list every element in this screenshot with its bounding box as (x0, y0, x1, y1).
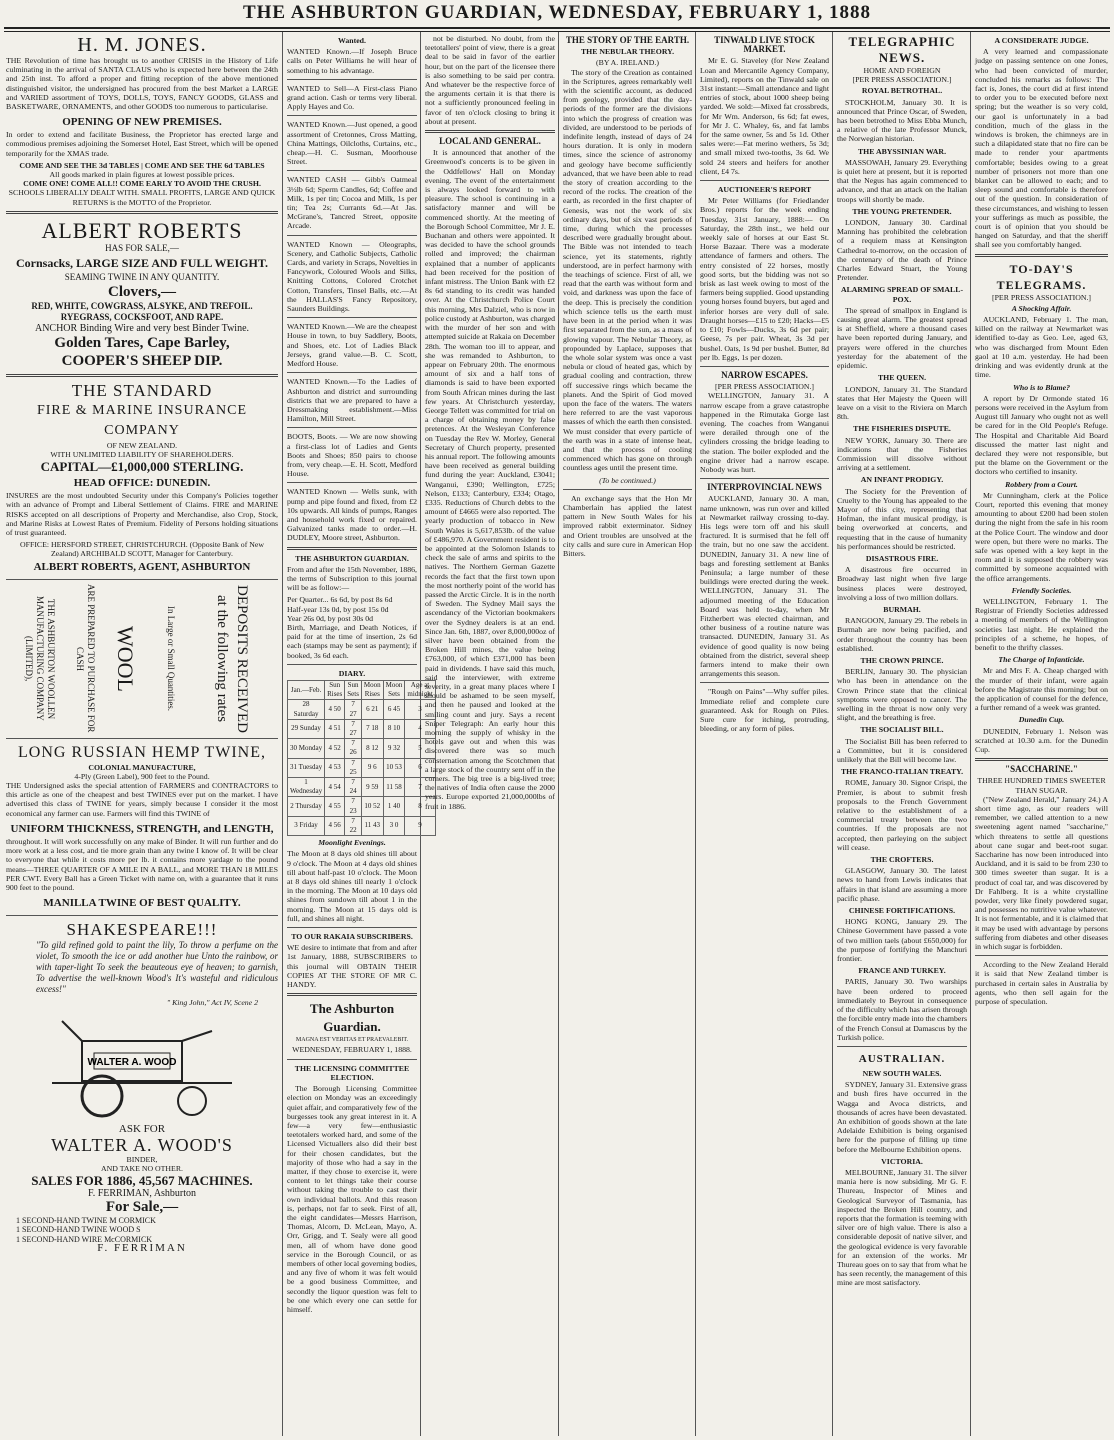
standard-agent: ALBERT ROBERTS, AGENT, ASHBURTON (33, 560, 251, 573)
telegraph-item-body: The spread of smallpox in England is causing great alarm. The greatest spread is at Sheffield, where a thousand cases have been reported during January, and prayers were offered in the churches yesterday for the abatement of the epidemic. (837, 305, 967, 371)
victoria-heading: VICTORIA. (881, 1156, 923, 1166)
woollen-quantities: In Large or Small Quantities. (166, 606, 176, 712)
diary-cell: 6 (405, 758, 435, 777)
divider (287, 1059, 417, 1060)
hemp-subtitle: COLONIAL MANUFACTURE, (88, 762, 196, 772)
divider (287, 372, 417, 373)
telegraph-item-body: STOCKHOLM, January 30. It is announced that Prince Oscar, of Sweden, has been betrothed to Miss Ebba Munch, a relative of the late Professor Munck, the Norwegian historian. (837, 97, 967, 144)
terms-line: Year 26s 0d, by post 30s 0d (287, 613, 374, 623)
australian-heading: AUSTRALIAN. (858, 1052, 946, 1065)
woollen-wool: WOOL (113, 625, 138, 692)
telegraph-item-body: GLASGOW, January 30. The latest news to hand from Lewis indicates that affairs in that island are assuming a more pacific phase. (837, 866, 967, 903)
diary-cell: 4 55 (325, 797, 345, 816)
story-footnote: An exchange says that the Hon Mr Chamberlain has applied the latest pattern in New South Wales for his improved rabbit exterminator. Sidney and Orient troubles are unsolved at the city calls and sure cure in American Hop Bitters. (563, 493, 692, 558)
standard-capital: CAPITAL—£1,000,000 STERLING. (40, 459, 244, 475)
moon-notes: The Moon at 8 days old shines till about 9 o'clock. The Moon at 4 days old shines till about half-past 10 o'clock. The Moon at 8 days old shines till nearly 1 o'clock in the morning. The Moon at 10 days old shines from sundown till about 1 in the morning. The Moon at 15 days old is full, and shines all night. (287, 849, 417, 923)
divider (287, 993, 417, 996)
telegraph-items (837, 86, 967, 1042)
column-story (563, 34, 692, 1436)
wanted-ad: WANTED Known.—Just opened, a good assortment of Cretonnes, Cross Matting, China Mattings, Oilcloths, Curtains, etc., cheap.—H. C. Susman, Moorhouse Street. (287, 120, 417, 167)
diary-col-header: Moon Sets (383, 680, 405, 699)
telegraph-item-heading: ROYAL BETROTHAL. (861, 86, 943, 96)
wanted-ad: BOOTS, Boots. — We are now showing a first-class lot of Ladies and Gents Boots and Shoes; 850 pairs to choose from, very cheap.—E. H. Scott, Medford House. (287, 432, 417, 479)
divider (287, 427, 417, 428)
diary-cell: 10 52 (361, 797, 383, 816)
telegraph-item-heading: ALARMING SPREAD OF SMALL-POX. (840, 285, 964, 304)
telegraph-item-heading: DISASTROUS FIRE. (865, 553, 939, 563)
telegraph-item-body: LONDON, January 30. Cardinal Manning has prohibited the celebration of a requiem mass at Kensington Cathedral to-morrow, on the occasion of the centenary of the death of Prince Charles Edward Stuart, the Young Pretender. (837, 218, 967, 283)
telegram-body: AUCKLAND, February 1. The man, killed on the railway at Newmarket was identified to-day as Geo. Lee, aged 63, who was discharged from Mount Eden gaol at 10 a.m. yesterday. He had been drinking and was evidently drunk at the time. (975, 315, 1108, 380)
narrow-escapes-body: WELLINGTON, January 31. A narrow escape from a grave catastrophe happened in the Rimutaka Gorge last evening. The coaches from Wanganui were derailed through one of the cylinders crossing the bridge leading to the station. The boiler exploded and the engine driver had a narrow escape. Nobody was hurt. (700, 391, 829, 474)
clover-kinds: RED, WHITE, COWGRASS, ALSYKE, AND TREFOIL. RYEGRASS, COCKSFOOT, AND RAPE. (31, 300, 253, 322)
telegraph-item-body: RANGOON, January 29. The rebels in Burmah are now being pacified, and order throughout the country has been established. (837, 616, 967, 653)
divider (6, 915, 278, 916)
nsw-body: SYDNEY, January 31. Extensive grass and bush fires have occurred in the Wagga and Avoca districts, and thousands of acres have been devastated. An exhibition of goods shown at the late Adelaide Exhibition is being organised here for the purpose of filling up time before the Melbourne Exhibition opens. (837, 1080, 967, 1154)
divider (975, 955, 1108, 956)
golden-tares: Golden Tares, Cape Barley, (54, 334, 230, 351)
column-divider (282, 32, 283, 1436)
moonlight-heading: Moonlight Evenings. (318, 838, 386, 848)
standard-office: OFFICE: HERSFORD STREET, CHRISTCHURCH. (Opposite Bank of New Zealand) ARCHIBALD SCOTT, Manager for Canterbury. (20, 540, 264, 559)
divider (287, 482, 417, 483)
divider (287, 547, 417, 550)
diary-cell: 9 (405, 816, 435, 835)
divider (287, 115, 417, 116)
licensing-body: The Borough Licensing Committee election on Monday was an exceedingly quiet affair, and comparatively few of the burgesses took any great interest in it. A few—a very few—enthusiastic teetotalers worked hard, and some of the Licensed Victuallers also did their best for their chosen candidates, but the majority of those who had a say in the matter, if they chose to exercise it, were content to let things take their course without taking the trouble to cast their own individual ballots. And this reason is, perhaps, not far to seek. First of all, the eight candidates—Messrs Harrison, Thomas, Alcorn, D. McLean, Mayo, A. Orr, Grigg, and T. Sealy were all good men, all of whom have done good service in the Borough Council, or as members of other local governing bodies, and any five of whom it was felt would be a good business Committee, and secondly the liquor question was felt to be one which every one can settle for himself. (287, 1084, 417, 1314)
diary-cell: 7 27 (345, 700, 362, 719)
wanted-ad: WANTED Known.—To the Ladies of Ashburton and district and surrounding districts that we are prepared to have a Dressmaking establishment.—Miss Hamilton, Mill Street. (287, 377, 417, 424)
terms-line: Per Quarter... 6s 6d, by post 8s 6d (287, 595, 393, 605)
telegraph-item-body: MASSOWAH, January 29. Everything is quiet here at present, but it is reported that the Negus has again commenced to advance, and that an attack on the Italian troops will shortly be made. (837, 157, 967, 204)
diary-row (288, 758, 436, 777)
telegram-body: WELLINGTON, February 1. The Registrar of Friendly Societies addressed a meeting of members of the Wellington societies last night. He explained the principles of a scheme, he hopes, of benefit to the thrifty classes. (975, 596, 1108, 652)
diary-cell: 9 59 (361, 778, 383, 797)
hemp-body-2: throughout. It will work successfully on any make of Binder. It will run further and do more work at a less cost, and tie more grain than any twine I know of. It will be clear to everyone that while it costs more per lb. it contains more yardage to the pound means—THREE QUARTER OF A MILE IN A BALL, and MORE THAN 18 MILES PER CWT. Every Ball has a Green Ticket with name on, with a guarantee that it runs 900 feet to the pound. (6, 836, 278, 892)
timber-note: According to the New Zealand Herald it is said that New Zealand timber is purchased in certain sales in Australia by agents, who then sell again for the purpose of speculation. (975, 960, 1108, 1007)
telegram-heading: Friendly Societies. (1011, 585, 1072, 595)
column-local (425, 34, 555, 1436)
telegraph-item-body: A disastrous fire occurred in Broadway last night when five large business places were destroyed, involving a loss of two million dollars. (837, 565, 967, 602)
diary-table (287, 680, 436, 836)
telegraph-item-body: BERLIN, January 30. The physician who has been in attendance on the Crown Prince state that the clinical symptoms were opposed to cancer. The swelling in the throat is now only very slight, and the breathing is free. (837, 667, 967, 723)
manilla: MANILLA TWINE OF BEST QUALITY. (43, 897, 241, 910)
come-all: COME ONE! COME ALL!! COME EARLY TO AVOID THE CRUSH. (23, 179, 261, 189)
masthead-title: THE ASHBURTON GUARDIAN, WEDNESDAY, FEBRUARY 1, 1888 (242, 2, 872, 23)
come-schools: SCHOOLS LIBERALLY DEALT WITH. SMALL PROFITS, LARGE AND QUICK RETURNS is the MOTTO of the Proprietor. (8, 188, 276, 207)
diary-cell: 9 6 (361, 758, 383, 777)
diary-cell: 8 12 (361, 739, 383, 758)
rakaia-body: WE desire to intimate that from and after 1st January, 1888, SUBSCRIBERS to this journal will OBTAIN THEIR COPIES AT THE STORE OF MR C. HANDY. (287, 943, 417, 990)
narrow-escapes-heading: NARROW ESCAPES. (721, 369, 808, 380)
diary-row (288, 719, 436, 738)
diary-cell: 11 58 (383, 778, 405, 797)
diary-cell: 31 Tuesday (288, 758, 325, 777)
telegram-heading: A Shocking Affair. (1011, 303, 1072, 313)
diary-cell: 3 Friday (288, 816, 325, 835)
sale-item: 1 SECOND-HAND TWINE M CORMICK (16, 1216, 156, 1226)
binder: BINDER, (126, 1154, 158, 1164)
divider (837, 1046, 967, 1047)
auctioneer-heading: AUCTIONEER'S REPORT (717, 185, 812, 195)
guardian-terms-body: From and after the 15th November, 1886, the terms of Subscription to this journal will be as follow:— (287, 564, 417, 593)
story-heading: THE STORY OF THE EARTH. (565, 35, 690, 45)
telegraph-item-heading: THE FRANCO-ITALIAN TREATY. (840, 767, 964, 777)
sale-item: 1 SECOND-HAND WIRE McCORMICK (16, 1234, 153, 1244)
telegram-heading: The Charge of Infanticide. (998, 655, 1085, 665)
diary-col-header: Age at midnight (405, 680, 435, 699)
divider (700, 366, 829, 367)
ferriman: F. FERRIMAN, Ashburton (87, 1187, 197, 1199)
diary-cell: 29 Sunday (288, 719, 325, 738)
wanted-ad: WANTED Known — Oleographs, Scenery, and Catholic Subjects, Catholic Cards, and variety in Scraps, Novelties in Fancywork, Coloured Wools and Silks, Knitting Cottons, Colored Crotchet Cotton, Transfers, Tinsel Balls, etc.—At the HALLAS'S Fancy Repository, Saunders Buildings. (287, 239, 417, 314)
wanted-ad: WANTED Known — Wells sunk, with pump and pipe found and fixed, from £2 10s upwards. All kinds of pumps, Ranges and household work fixed or repaired. Galvanized tanks made to order.—H. DUDLEY, Moore street, Ashburton. (287, 487, 417, 543)
home-foreign: HOME AND FOREIGN (863, 66, 941, 75)
diary-body (288, 700, 436, 836)
diary-cell: 11 43 (361, 816, 383, 835)
telegraph-item-body: PARIS, January 30. Two warships have been ordered to proceed immediately to Beyrout in consequence of the difficulty which has arisen through the forcible entry made into the chambers of the French Consul at Damascus by the Turkish police. (837, 977, 967, 1042)
licensing-heading: THE LICENSING COMMITTEE ELECTION. (294, 1063, 410, 1082)
diary-cell: 7 18 (361, 719, 383, 738)
ferriman-signature: F. FERRIMAN (97, 1241, 187, 1254)
column-divider (558, 32, 559, 1436)
wanted-ad: WANTED CASH — Gibb's Oatmeal 3½lb 6d; Sperm Candles, 6d; Coffee and Milk, 1s per tin; Cocoa and Milk, 1s per tin; Tea 2s; Currants 6d.—At Jas. McGrane's, Tancred Street, opposite Arcade. (287, 175, 417, 231)
roberts-for-sale: HAS FOR SALE,— (105, 242, 179, 253)
diary-cell: 7 (405, 778, 435, 797)
hemp-uniform: UNIFORM THICKNESS, STRENGTH, and LENGTH, (10, 822, 274, 835)
ask-for: ASK FOR (118, 1123, 166, 1136)
woollen-company: THE ASHBURTON WOOLLEN MANUFACTURING COMPANY (LIMITED), (24, 596, 56, 722)
diary-row (288, 797, 436, 816)
standard-liability: WITH UNLIMITED LIABILITY OF SHAREHOLDERS. (50, 450, 234, 460)
divider (700, 180, 829, 181)
diary-cell: 7 24 (345, 778, 362, 797)
diary-cell: 4 56 (325, 816, 345, 835)
divider (287, 927, 417, 928)
story-body: The story of the Creation as contained in the Scriptures, agrees remarkably well with the scientific account, as deduced from geology, provided that the day-periods of the former are the divisions into which the progress of creation was divided, are understood to be periods of indefinite length, instead of days of 24 hours duration. It is only in modern times, since the science of astronomy and geology have become sufficiently advanced, that we have been able to read the story of creation according to the record of the rocks. The creation of the earth, as recorded in the first chapter of Genesis, was not the work of six ordinary days, but of six vast periods of time, during which the processes described were gradually brought about. The Bible was not intended to teach science, yet its statements, rightly understood, are in perfect harmony with the teachings of science. First of all, we read that the earth was without form and void, and darkness was upon the face of the deep. This is precisely the condition which science tells us the earth must have been in at the period when it was first separated from the sun, as a mass of glowing vapour. The Nebular Theory, as propounded by Laplace, supposes that the whole solar system was once a vast nebula or cloud of heated gas, which by gradual cooling and contraction, threw off successive rings which became the planets. And the Spirit of God moved upon the face of the waters. The waters here referred to are the vast vaporous masses of which the earth then consisted. We must consider that every particle of the earth was in a state of intense heat, and that the process of cooling commenced which has gone on through countless ages until the present time. (563, 67, 692, 473)
diary-cell: 6 21 (361, 700, 383, 719)
paper-motto: MAGNA EST VERITAS ET PRAEVALEBIT. (295, 1037, 409, 1044)
diary-cell: 5 (405, 739, 435, 758)
standard-head-office: HEAD OFFICE: DUNEDIN. (73, 477, 211, 490)
diary-row (288, 700, 436, 719)
telegraph-item-heading: CHINESE FORTIFICATIONS. (848, 906, 956, 916)
telegraph-item-heading: FRANCE AND TURKEY. (858, 966, 946, 976)
no-other: AND TAKE NO OTHER. (101, 1163, 183, 1173)
telegraph-item-heading: THE CROFTERS. (870, 855, 934, 865)
come-prices: All goods marked in plain figures at lowest possible prices. (49, 170, 235, 180)
telegraph-item-body: ROME, January 30. Signor Crispi, the Premier, is about to submit fresh proposals to the French Government relative to the establishment of a commercial treaty between the two countries. If the proposals are not accepted, then parleying on the subject will cease. (837, 778, 967, 852)
hemp-ply: 4-Ply (Green Label), 900 feet to the Pound. (74, 771, 210, 781)
rakaia-heading: TO OUR RAKAIA SUBSCRIBERS. (291, 932, 413, 942)
interprovincial-heading: INTERPROVINCIAL NEWS (707, 482, 822, 493)
divider (287, 170, 417, 171)
standard-title: THE STANDARD (71, 380, 213, 400)
telegraph-item-body: NEW YORK, January 30. There are indications that the Fisheries Commission will dissolve without arriving at a settlement. (837, 435, 967, 473)
diary-row (288, 739, 436, 758)
telegram-body: DUNEDIN, February 1. Nelson was scratched at 10.30 a.m. for the Dunedin Cup. (975, 726, 1108, 755)
seaming: SEAMING TWINE IN ANY QUANTITY. (64, 271, 220, 282)
divider (975, 758, 1108, 761)
column-divider (695, 32, 696, 1436)
diary-cell: 10 53 (383, 758, 405, 777)
masthead-rule (4, 27, 1110, 29)
telegraph-item-heading: THE CROWN PRINCE. (860, 655, 944, 665)
divider (287, 317, 417, 318)
terms-line: Half-year 13s 0d, by post 15s 0d (287, 604, 389, 614)
divider (287, 79, 417, 80)
diary-header-row (288, 680, 436, 699)
standard-company: FIRE & MARINE INSURANCE COMPANY (36, 402, 248, 438)
telegraph-item-heading: THE YOUNG PRETENDER. (852, 206, 952, 216)
diary-row (288, 816, 436, 835)
diary-cell: 2 Thursday (288, 797, 325, 816)
telegraphic-heading: TELEGRAPHIC NEWS. (848, 34, 956, 65)
diary-cell: 4 50 (325, 700, 345, 719)
divider (6, 738, 278, 739)
paper-dateline: WEDNESDAY, FEBRUARY 1, 1888. (292, 1045, 412, 1055)
diary-cell: 8 10 (383, 719, 405, 738)
divider (287, 235, 417, 236)
cornsacks: Cornsacks, LARGE SIZE AND FULL WEIGHT. (16, 255, 268, 270)
woollen-purchase: ARE PREPARED TO PURCHASE FOR CASH (75, 584, 96, 733)
shakespeare-poem: "To gild refined gold to paint the lily, To throw a perfume on the violet, To smooth the ice or add another hue Unto the rainbow, or with taper-light To seek the beauteous eye of heaven; to garnish, To advertise the well-known Wood's It's wasteful and ridiculous excess!" (36, 940, 278, 995)
divider (700, 682, 829, 683)
guardian-terms-heading: THE ASHBURTON GUARDIAN. (295, 553, 409, 563)
diary-cell: 4 (405, 719, 435, 738)
diary-col-header: Jan.—Feb. (288, 680, 325, 699)
diary-cell: 8 (405, 797, 435, 816)
telegraph-item-body: HONG KONG, January 29. The Chinese Government have passed a vote of two million taels (about £650,000) for the purpose of fortifying the Manchuri frontier. (837, 917, 967, 964)
telegraph-item-heading: THE FISHERIES DISPUTE. (853, 424, 951, 434)
judge-body: A very learned and compassionate judge on passing sentence on one Jones, who had been convicted of murder, concluded his remarks as follows: The fact is, Jones, the court did at first intend to order you to be executed before next spring; but the weather is so very cold, our gaol is unfortunately in a bad condition, much of the glass in the windows is broken, the chimneys are in such a dilapidated state that no fire can be made to render your apartments comfortable; besides owing to a great number of prisoners not more than one blanket can be allowed to each; and to sleep sound and comfortable is therefore out of the question. In consideration of these circumstances, and wishing to lessen your sufferings as much as possible, the court is of opinion that you should be hanged on Saturday, and that the sheriff shall see you comfortably hanged. (975, 47, 1108, 250)
divider (700, 478, 829, 479)
interprovincial-body: AUCKLAND, January 30. A man, name unknown, was run over and killed at Newmarket railway crossing to-day. His legs were torn off and his skull fractured. It is surmised that he fell off the train, but no one saw the accident. DUNEDIN, January 31. A new line of bags and foresting settlement at Banks Peninsula; a large number of these buildings were erected during the week. WELLINGTON, January 31. The adjourned meeting of the Education Board was held to-day, when Mr Fitzherbert was elected chairman, and other business of a routine nature was transacted. DUNEDIN, January 31. As evidence of good quality is now being obtained from the district, several sheep farmers intend to make their own arrangements this season. (700, 494, 829, 679)
tinwald-body: Mr E. G. Staveley (for New Zealand Loan and Mercantile Agency Company, Limited), reports on the Tinwald sale on 31st instant:—Small attendance and light entries of stock, about 1000 sheep being yarded. We sold:—Mixed fat crossbreds, for Mr Wm. Anderson, 6s 6d; fat ewes, for Mr J. C. Whaley, 6s, and fat lambs for the same owner, 5s and 5s 1d. Other sales were:—Fat merino wethers, 5s 3d; and small mixed two-tooths, 3s 6d. We sold 24 steers and heifers for another client, £4 7s. (700, 56, 829, 176)
diary-cell: 7 22 (345, 816, 362, 835)
diary-cell: 4 53 (325, 758, 345, 777)
story-byline: (BY A. IRELAND.) (596, 58, 659, 68)
press-association: [PER PRESS ASSOCIATION.] (992, 292, 1091, 302)
sales: SALES FOR 1886, 45,567 MACHINES. (31, 1172, 253, 1188)
story-continued: (To be continued.) (599, 475, 656, 485)
diary-col-header: Sun Rises (325, 680, 345, 699)
diary-cell: 3 0 (383, 816, 405, 835)
column-telegraphic (837, 34, 967, 1436)
nsw-heading: NEW SOUTH WALES. (862, 1068, 942, 1078)
press-association: [PER PRESS ASSOCIATION.] (852, 75, 952, 85)
come-tables: COME AND SEE THE 3d TABLES | COME AND SEE THE 6d TABLES (19, 160, 265, 170)
diary-cell: 3 (405, 700, 435, 719)
press-association: [PER PRESS ASSOCIATION.] (715, 382, 814, 392)
diary-col-header: Sun Sets (345, 680, 362, 699)
diary-heading: DIARY. (338, 668, 366, 678)
divider (563, 489, 692, 490)
binder-machine-illustration (42, 1011, 242, 1121)
divider (6, 579, 278, 580)
telegraph-item-heading: BURMAH. (883, 604, 921, 614)
diary-cell: 7 23 (345, 797, 362, 816)
hemp-title: LONG RUSSIAN HEMP TWINE, (18, 743, 266, 761)
diary-cell: 9 32 (383, 739, 405, 758)
divider (287, 664, 417, 665)
diary-cell: 30 Monday (288, 739, 325, 758)
for-sale: For Sale,— (105, 1199, 179, 1216)
hemp-body: THE Undersigned asks the special attention of FARMERS and CONTRACTORS to this article as one of the cheapest and best TWINES ever put on the market. I have advertised this class of TWINE for years, simply because I consider it the most economical any farmer can use. Farmers will find this TWINE of (6, 781, 278, 818)
diary-cell: 4 51 (325, 719, 345, 738)
judge-heading: A CONSIDERATE JUDGE. (994, 36, 1089, 45)
diary-cell: 7 27 (345, 719, 362, 738)
jones-body: THE Revolution of time has brought us to another CRISIS in the History of Life culminating in the arrival of SANTA CLAUS who is expected here between the 24th and 25th inst. To afford a proper and fitting reception of the above mentioned distinguished visitor, the undersigned has procured from the best Market a LARGE and VARIED assortment of TOYS, DOLLS, TOYS, FANCY GOODS, GLASS and BASKETWARE, ORNAMENTS, and other GOODS too numerous to particularise. (6, 56, 278, 112)
column-divider (970, 32, 971, 1436)
telegram-heading: Who is to Blame? (1013, 382, 1070, 392)
telegram-body: Mr and Mrs F. A. Cheap charged with the murder of their infant, were again before the Magistrate this morning; but on the application of counsel for the defence, a further remand of a week was granted. (975, 666, 1108, 713)
wanted-ad: WANTED Known.—If Joseph Bruce calls on Peter Williams he will hear of something to his advantage. (287, 47, 417, 75)
shakespeare-heading: SHAKESPEARE!!! (66, 920, 218, 940)
saccharine-body: ("New Zealand Herald," January 24.) A short time ago, as our readers will remember, we called attention to a new sweetening agent named "saccharine," which threatens to settle all questions about cane sugar and beet-root sugar. Saccharine has now been introduced into Auckland, and it is said to be from 230 to 300 times sweeter than sugar. It is a product of coal tar, and was discovered by Dr Fahlberg. It is a white crystalline powder, very like finely powdered sugar, and possesses no nutritive value whatever. It is not fermentable, and it is claimed that it may be used with advantage by persons suffering from diabetes and other diseases in which sugar is forbidden. (975, 794, 1108, 952)
diary-cell: 6 45 (383, 700, 405, 719)
divider (975, 254, 1108, 257)
diary-cell: 7 26 (345, 739, 362, 758)
local-heading: LOCAL AND GENERAL. (439, 136, 541, 147)
saccharine-subheading: THREE HUNDRED TIMES SWEETER THAN SUGAR. (977, 776, 1106, 795)
diary-row (288, 778, 436, 797)
licensing-continued: not be disturbed. No doubt, from the teetotallers' point of view, there is a great deal to be said in favor of the earlier hour, but on the part of the licensee there is also something to be said per contra. And whatever be the respective force of the arguments certain it is that there is not a sufficiently pronounced feeling in favor of ten o'clock closing to bring it about at present. (425, 34, 555, 126)
telegraph-item-heading: AN INFANT PRODIGY. (860, 475, 944, 485)
anchor-wire: ANCHOR Binding Wire and very best Binder Twine. (34, 322, 250, 334)
tinwald-heading: TINWALD LIVE STOCK MARKET. (714, 35, 815, 55)
diary-cell: 4 52 (325, 739, 345, 758)
telegram-heading: Robbery from a Court. (1005, 479, 1078, 489)
walter-wood: WALTER A. WOOD'S (51, 1134, 233, 1155)
machine-label: WALTER A. WOOD (87, 1057, 177, 1069)
piles-advert: "Rough on Pains"—Why suffer piles. Immediate relief and complete cure guaranteed. Ask for Rough on Piles. Sure cure for itching, protruding, bleeding, or any form of piles. (700, 687, 829, 734)
diary-cell: 7 25 (345, 758, 362, 777)
births-notice: Birth, Marriage, and Death Notices, if paid for at the time of insertion, 2s 6d each (stamps may be sent as payment); if booked, 3s 6d each. (287, 622, 417, 660)
poem-attribution: " King John," Act IV, Scene 2 (166, 998, 258, 1008)
telegraph-item-heading: THE QUEEN. (877, 373, 927, 383)
diary-cell: 1 40 (383, 797, 405, 816)
roberts-name: ALBERT ROBERTS (41, 217, 243, 243)
wanted-ad: WANTED Known.—We are the cheapest House in town, to buy Saddlery, Boots, and Shoes, etc. Lot of Ladies Black Jerseys, grand value.—B. C. Scott, Medford House. (287, 322, 417, 369)
divider (6, 211, 278, 214)
telegraph-item-heading: THE ABYSSINIAN WAR. (857, 146, 947, 156)
divider (425, 130, 555, 133)
masthead-rule-thin (4, 31, 1110, 32)
saccharine-heading: "SACCHARINE." (1005, 764, 1078, 775)
story-subheading: THE NEBULAR THEORY. (580, 47, 675, 57)
clovers: Clovers,— (108, 283, 176, 300)
column-wanted (287, 34, 433, 1436)
standard-body: INSURES are the most undoubted Security under this Company's Policies together with an advance of Prompt and Liberal Settlement of Claims. FIRE and MARINE RISKS accepted on all descriptions of Property and Merchandise, also Crop, Stock, and Marine Risks at Lowest Rates of Premium. Fidelity of Persons holding situations of trust guaranteed. (6, 491, 278, 538)
auctioneer-body: Mr Peter Williams (for Friedlander Bros.) reports for the week ending Tuesday, 31st January, 1888:— On Saturday, the 28th inst., we held our weekly sale of horses at our East St. Horse Bazaar. There was a moderate attendance of farmers and others. The entry consisted of 22 horses, mostly good sorts, but the bidding was not so brisk as last week owing to most of the farmers being supplied. Good upstanding young horses found buyers, but aged and inferior horses are very dull of sale. Draught horses—£15 to £20; Hacks—£5 to £10; Fowls—Ducks, 3s 6d per pair; Geese, 7s per pair. Wheat, 3s 3d per bushel. Oats, 1s 9d per bushel. Butter, 8d per lb. Eggs, 1s per dozen. (700, 196, 829, 362)
coopers-dip: COOPER'S SHEEP DIP. (61, 352, 223, 369)
diary-cell: 1 Wednesday (288, 778, 325, 797)
column-todays-telegrams (975, 34, 1108, 1436)
telegraph-item-heading: THE SOCIALIST BILL. (860, 725, 944, 735)
telegram-body: A report by Dr Ormonde stated 16 persons were received in the Asylum from August till January who ought not as well be cared for in the Old People's Refuge. The Hospital and Charitable Aid Board discussed the matter last night and declared they were not responsible, but put the blame on the Government or the doctors who certified to insanity. (975, 393, 1108, 477)
deposits: DEPOSITS RECEIVED at the following rates (214, 584, 250, 733)
diary-cell: 28 Saturday (288, 700, 325, 719)
victoria-body: MELBOURNE, January 31. The silver mania here is now subsiding. Mr G. F. Thureau, Inspector of Mines and Geological Surveyor of Tasmania, has inspected the Broken Hill country, and reports that the formation is teeming with silver ore of high value. There is also a considerable deposit of native silver, and the geological evidence is very favorable for an extension of the works. Mr Thureau goes on to say that from what he has seen recently, the management of this mine are most satisfactory. (837, 1167, 967, 1288)
wanted-ad: WANTED to Sell—A First-class Piano grand action. Cash or terms very liberal. Apply Hayes and Co. (287, 83, 417, 112)
woollen-advertisement (6, 584, 278, 734)
sale-item: 1 SECOND-HAND TWINE WOOD S (16, 1225, 141, 1235)
divider (6, 374, 278, 377)
premises-body: In order to extend and facilitate Business, the Proprietor has erected large and commodious premises adjoining the Somerset Hotel, East Street, which will be opened temporarily for the XMAS trade. (6, 130, 278, 158)
telegraph-item-body: LONDON, January 31. The Standard states that Her Majesty the Queen will leave on a visit to the Riviera on March 8th. (837, 384, 967, 422)
telegram-body: Mr Cunningham, clerk at the Police Court, reported this evening that money amounting to about £200 had been stolen during the night from the safe in his room at the Police Court. The window and door were open, but there were no marks. The safe was opened with a key kept in the room and it is supposed the robbery was committed by someone acquainted with the office arrangements. (975, 490, 1108, 583)
column-market (700, 34, 829, 1436)
local-body: It is announced that another of the Greenwood's concerts is to be given in the Oddfellows' Hall on Monday evening. The event of the entertainment is always looked forward to with pleasure. The school is continuing in a satisfactory manner and will be commenced shortly. At the meeting of the Borough School Committee, Mr J. E. Buchanan and others were appointed. It was decided to have the school grounds rolled and improved; the chairman explained that a number of applicants had been received for the position of infant mistress. The Union Bank with £2 8s 6d standing to its credit was handed over. At the Christchurch Police Court this morning, Mrs Dalziel, who is now in police custody at Ashburton, was charged with the murder of her son and with attempted suicide at Rakaia on December 28th. The woman too ill to appear, and she was remanded to Ashburton, to appear on February 20th. The enormous amount of six and a half tons of diamonds is said to have been exported from South African mines during the last few years. At Christchurch yesterday, George Tellett was committed for trial on a charge of obtaining money by false pretences. At the Wesleyan Conference on Tuesday the Rev W. Morley, General Secretary of Church property, presented his annual report. The following amounts have been received as general building fund during the year: Auckland, £3041; Wanganui, £390; Wellington, £725; Nelson, £133; Canterbury, £334; Otago, £335. Reductions of Church debts to the amount of £4665 were also reported. The yearly production of tobacco in New South Wales is 5,617,853lb. of the value of £486,970. A Government resident is to be appointed at the Solomon Islands to check the sale of arms and spirits to the natives. The Northern German Gazette records the fact that the first town upon the most northerly point of the world has passed the Arctic Circle. It is in the north of Sweden. The Sydney Mail says the ascendancy of the Victorian bookmakers over the Sydney dealers is at an end. Since Jan. 6th, 1887, over 8,000,000oz of silver have been obtained from the Broken Hill mines, the value being £763,000, of which £371,000 has been paid in dividends. I have said this much, said the interviewer, with extreme severity, in a great many places where I should be ashamed to be seen myself, and then he paused and looked at the smiling count and jury. Says a recent Sniper Telegraph: An early hour this morning the supply of whisky in the hotels gave out and when this was discovered there was so much consternation among the Scotchmen that a large stock of the country sent off in the corners. The big tree is a big-lived tree; the natives of India often cause the 2000 years. Europe exported 21,000,000lbs of fruit in 1886. (425, 148, 555, 811)
telegraph-item-body: The Society for the Prevention of Cruelty to the Young has appealed to the Mayor of this city, representing that Hofman, the infant musical prodigy, is being overworked at concerts, and requesting that in the cause of humanity his performances should be restricted. (837, 486, 967, 551)
todays-telegrams-heading: TO-DAY'S TELEGRAMS. (996, 261, 1087, 292)
diary-cell: 4 54 (325, 778, 345, 797)
diary-col-header: Moon Rises (361, 680, 383, 699)
jones-name: H. M. JONES. (77, 34, 207, 56)
premises-heading: OPENING OF NEW PREMISES. (62, 116, 222, 129)
column-advertisements (6, 34, 278, 1436)
standard-nz: OF NEW ZEALAND. (106, 440, 178, 450)
wanted-heading: Wanted. (338, 36, 366, 45)
telegraph-item-body: The Socialist Bill has been referred to a Committee, but it is considered unlikely that the Bill will become law. (837, 736, 967, 765)
telegram-heading: Dunedin Cup. (1018, 715, 1065, 725)
column-divider (832, 32, 833, 1436)
paper-title: The Ashburton Guardian. (309, 1001, 395, 1035)
